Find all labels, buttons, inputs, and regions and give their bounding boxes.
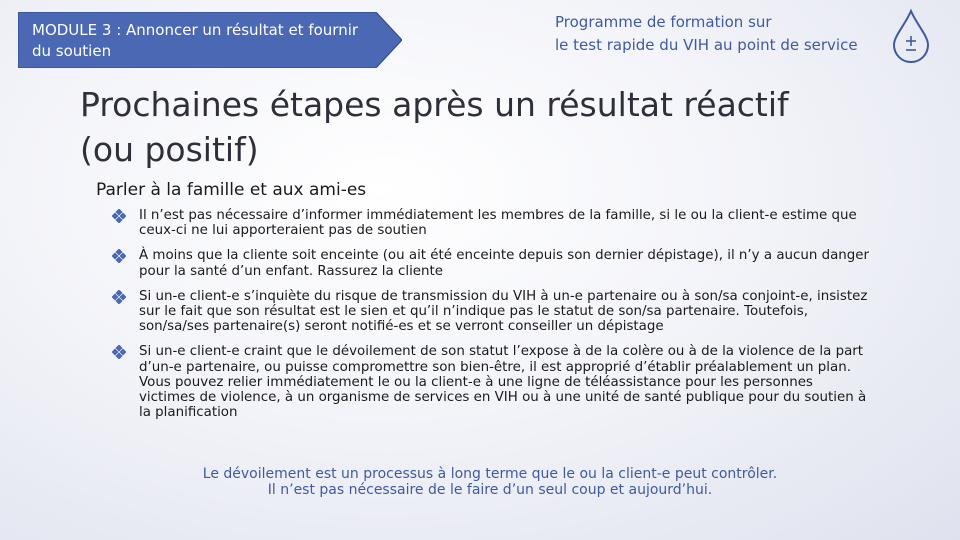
closing-line-2: Il n’est pas nécessaire de le faire d’un seul coup et aujourd’hui.	[267, 482, 713, 498]
diamond-bullet-icon	[112, 345, 126, 359]
module-banner	[18, 12, 402, 68]
diamond-bullet-icon	[112, 249, 126, 263]
page-title	[80, 82, 900, 172]
page-title-line-2: (ou positif)	[80, 130, 259, 169]
bullet-text: Il n’est pas nécessaire d’informer immédiatement les membres de la famille, si le ou la client-e estime que ceux-ci ne lui apporteraient pas de soutien	[139, 208, 857, 239]
bullet-item	[112, 289, 872, 335]
program-line-2: le test rapide du VIH au point de service	[555, 36, 858, 54]
bullet-text: Si un-e client-e craint que le dévoilement de son statut l’expose à de la colère ou à de la violence de la part d’un-e partenaire, ou puisse compromettre son bien-être, il est approprié d’établir préalablement un plan. Vous pouvez relier immédiatement le ou la client-e à une ligne de téléassistance pour les personnes victimes de violence, à un organisme de services en VIH ou à une unité de santé publique pour du soutien à la planification	[139, 344, 867, 421]
diamond-bullet-icon	[112, 290, 126, 304]
closing-line-1: Le dévoilement est un processus à long terme que le ou la client-e peut contrôler.	[202, 466, 778, 482]
diamond-bullet-icon	[112, 209, 126, 223]
drop-plus-minus-icon	[888, 8, 934, 64]
closing-note	[150, 466, 830, 498]
bullet-item	[112, 208, 872, 238]
section-subheading: Parler à la famille et aux ami-es	[96, 180, 367, 200]
bullet-item	[112, 344, 872, 420]
program-line-1: Programme de formation sur	[555, 13, 772, 31]
bullet-list	[112, 208, 872, 430]
program-title	[555, 11, 895, 57]
page-title-line-1: Prochaines étapes après un résultat réactif	[80, 85, 789, 124]
bullet-text: Si un-e client-e s’inquiète du risque de transmission du VIH à un-e partenaire ou à son/sa conjoint-e, insistez sur le fait que son résultat est le sien et qu’il n’indique pas le statut de son/sa partenaire. Toutefois, son/sa/ses partenaire(s) seront notifié-es et se verront conseiller un dépistage	[139, 288, 868, 335]
module-label: MODULE 3 : Annoncer un résultat et fournir du soutien	[32, 21, 359, 60]
bullet-item	[112, 248, 872, 278]
bullet-text: À moins que la cliente soit enceinte (ou ait été enceinte depuis son dernier dépistage), il n’y a aucun danger pour la santé d’un enfant. Rassurez la cliente	[139, 248, 870, 279]
